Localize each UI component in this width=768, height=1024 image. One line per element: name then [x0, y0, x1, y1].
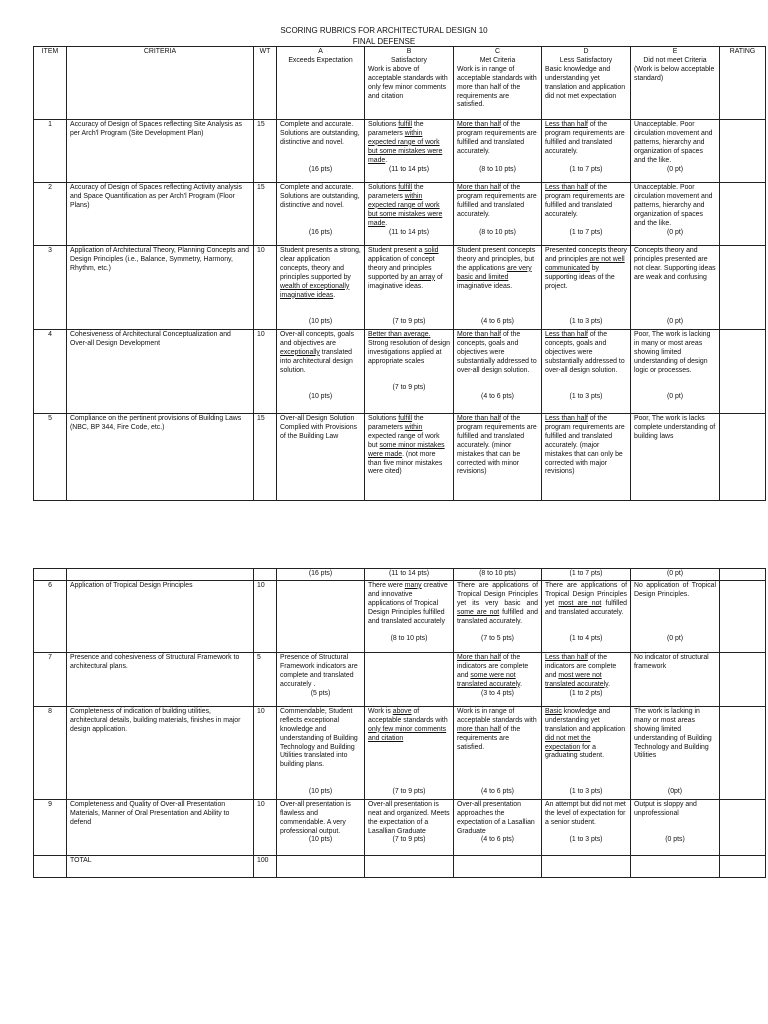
score-e-cell	[631, 246, 720, 330]
rating-cell[interactable]	[720, 706, 766, 799]
score-c-points: (4 to 6 pts)	[481, 787, 514, 795]
score-a-text: Over-all concepts, goals and objectives are exceptionally translated into architectural design solution.	[280, 331, 354, 374]
weight-cell: 15	[254, 183, 277, 246]
header-a-label: Exceeds Expectation	[288, 56, 353, 64]
table-row	[34, 330, 766, 414]
score-c-cell: More than half of the program requirements are fulfilled and translated accurately. (minor mistakes that can be corrected with minor revisions)	[454, 414, 542, 501]
score-d-cell	[542, 183, 631, 246]
weight-cell: 10	[254, 706, 277, 799]
score-a-points: (16 pts)	[308, 166, 333, 173]
score-a-points: (10 pts)	[308, 318, 333, 325]
table-row	[34, 799, 766, 855]
item-number: 6	[34, 580, 67, 652]
score-e-text: No application of Tropical Design Principles.	[634, 581, 716, 598]
rating-cell[interactable]	[720, 414, 766, 501]
score-c-cell	[454, 706, 542, 799]
table-row	[34, 652, 766, 706]
header-e-letter: E	[672, 48, 678, 55]
score-c-text: There are applications of Tropical Design Principles yet its very basic and some are not fulfilled and translated accurately.	[457, 581, 538, 625]
header-e-label: Did not meet Criteria	[643, 56, 707, 64]
score-d-cell	[542, 799, 631, 855]
total-weight: 100	[254, 855, 277, 877]
score-d-cell	[542, 652, 631, 706]
score-e-text: Unacceptable. Poor circulation movement and patterns, hierarchy and organization of spaces and the like.	[634, 121, 713, 164]
score-b-points: (11 to 14 pts)	[388, 166, 430, 173]
score-d-cell	[542, 120, 631, 183]
weight-cell: 10	[254, 799, 277, 855]
score-e-points: (0 pt)	[666, 166, 684, 173]
score-d-points: (1 to 7 pts)	[569, 229, 603, 236]
score-c-cell	[454, 183, 542, 246]
header-c-label: Met Criteria	[479, 56, 516, 64]
document-title: SCORING RUBRICS FOR ARCHITECTURAL DESIGN 10	[280, 26, 488, 35]
score-a-cell	[277, 246, 365, 330]
score-e-text: Output is sloppy and unprofessional	[634, 800, 697, 817]
score-e-text: Unacceptable. Poor circulation movement and patterns, hierarchy and organization of spaces and the like.	[634, 184, 713, 227]
score-c-points: (3 to 4 pts)	[481, 689, 514, 697]
score-b-points: (8 to 10 pts)	[390, 634, 428, 642]
score-a-cell	[277, 652, 365, 706]
item-number: 5	[34, 414, 67, 501]
score-d-cell	[542, 246, 631, 330]
rating-cell[interactable]	[720, 330, 766, 414]
weight-cell: 10	[254, 580, 277, 652]
total-label: TOTAL	[67, 855, 254, 877]
header-a-letter: A	[318, 48, 323, 55]
carryover-points-row	[34, 569, 766, 581]
score-c-points: (8 to 10 pts)	[479, 229, 516, 236]
score-b-cell: Solutions fulfill the parameters within expected range of work but some minor mistakes were made. (not more than five minor mistakes were cited)	[365, 414, 454, 501]
score-e-points: (0 pts)	[665, 835, 685, 843]
score-e-points: (0 pt)	[631, 569, 720, 581]
score-c-points: (4 to 6 pts)	[481, 835, 514, 843]
rating-cell[interactable]	[720, 652, 766, 706]
score-d-cell	[542, 706, 631, 799]
score-d-points: (1 to 3 pts)	[569, 393, 603, 400]
score-c-cell	[454, 799, 542, 855]
score-e-text: Poor, The work is lacking in many or most areas showing limited understanding of design logic or processes.	[634, 331, 711, 374]
table-row	[34, 246, 766, 330]
score-a-cell: Over-all Design Solution Complied with Provisions of the Building Law	[277, 414, 365, 501]
score-a-points: (10 pts)	[308, 835, 333, 843]
score-b-cell	[365, 652, 454, 706]
score-b-cell	[365, 706, 454, 799]
score-e-cell: No indicator of structural framework	[631, 652, 720, 706]
item-number: 1	[34, 120, 67, 183]
criteria-cell: Application of Architectural Theory, Planning Concepts and Design Principles (i.e., Balance, Symmetry, Harmony, Rhythm, etc.)	[67, 246, 254, 330]
header-d-letter: D	[583, 48, 589, 55]
score-c-points: (4 to 6 pts)	[481, 318, 514, 325]
table-row	[34, 120, 766, 183]
score-c-cell	[454, 330, 542, 414]
header-d-label: Less Satisfactory	[559, 56, 613, 64]
header-row	[34, 47, 766, 120]
score-c-points: (7 to 5 pts)	[481, 634, 514, 642]
header-c	[454, 47, 542, 120]
score-d-points: (1 to 3 pts)	[569, 787, 603, 795]
score-b-text: Solutions fulfill the parameters within expected range of work but some mistakes were made.	[368, 184, 443, 227]
score-a-text: Presence of Structural Framework indicators are complete and translated accurately .	[280, 653, 358, 688]
rating-cell[interactable]	[720, 799, 766, 855]
score-c-text: More than half of the indicators are complete and some were not translated accurately.	[457, 653, 529, 688]
weight-cell: 10	[254, 330, 277, 414]
score-d-text: Less than half of the indicators are complete and most were not translated accurately.	[545, 653, 617, 688]
criteria-cell: Application of Tropical Design Principles	[67, 580, 254, 652]
score-c-cell	[454, 580, 542, 652]
score-e-cell	[631, 183, 720, 246]
score-a-cell	[277, 330, 365, 414]
score-e-cell	[631, 330, 720, 414]
score-a-points: (16 pts)	[308, 229, 333, 236]
score-a-points: (16 pts)	[277, 569, 365, 581]
header-e-desc: (Work is below acceptable standard)	[634, 65, 715, 82]
score-d-points: (1 to 2 pts)	[569, 689, 603, 697]
header-b-letter: B	[406, 48, 412, 55]
score-a-cell	[277, 183, 365, 246]
score-d-points: (1 to 3 pts)	[569, 835, 603, 843]
rating-cell[interactable]	[720, 183, 766, 246]
score-a-cell	[277, 580, 365, 652]
total-rating-cell[interactable]	[720, 855, 766, 877]
score-b-points: (11 to 14 pts)	[388, 229, 430, 236]
weight-cell: 15	[254, 414, 277, 501]
score-d-points: (1 to 4 pts)	[569, 634, 603, 642]
score-d-text: An attempt but did not met the level of expectation for a senior student.	[545, 800, 626, 826]
score-e-cell	[631, 706, 720, 799]
score-d-cell	[542, 580, 631, 652]
table-row	[34, 706, 766, 799]
item-number: 4	[34, 330, 67, 414]
score-a-points: (5 pts)	[310, 689, 331, 697]
score-e-cell: Poor, The work is lacks complete understanding of building laws	[631, 414, 720, 501]
score-e-cell	[631, 120, 720, 183]
score-e-points: (0 pt)	[666, 318, 684, 325]
rating-cell[interactable]	[720, 569, 766, 581]
total-row	[34, 855, 766, 877]
score-b-cell	[365, 246, 454, 330]
table-row	[34, 183, 766, 246]
weight-cell: 5	[254, 652, 277, 706]
score-a-cell	[277, 706, 365, 799]
score-b-points: (11 to 14 pts)	[365, 569, 454, 581]
score-d-points: (1 to 7 pts)	[569, 166, 603, 173]
score-d-text: Less than half of the concepts, goals and objectives were substantially addressed to over-all design solution.	[545, 331, 625, 374]
score-d-text: Basic knowledge and understanding yet translation and application did not met the expectation for a graduating student.	[545, 707, 626, 760]
criteria-cell: Presence and cohesiveness of Structural Framework to architectural plans.	[67, 652, 254, 706]
score-e-text: The work is lacking in many or most areas showing limited understanding of Building Technology and Building Utilities	[634, 707, 712, 760]
score-c-points: (8 to 10 pts)	[479, 166, 516, 173]
score-b-text: Student present a solid application of concept theory and principles supported by an array of imaginative ideas.	[368, 247, 443, 290]
header-b-label: Satisfactory	[391, 56, 427, 64]
score-d-text: There are applications of Tropical Design Principles yet most are not fulfilled and translated accurately.	[545, 581, 627, 616]
score-c-points: (4 to 6 pts)	[481, 393, 514, 400]
score-b-points: (7 to 9 pts)	[392, 318, 426, 325]
criteria-cell: Completeness and Quality of Over-all Presentation Materials, Manner of Oral Presentation and Ability to defend	[67, 799, 254, 855]
criteria-cell: Completeness of indication of building utilities, architectural details, building materials, finishes in major design application.	[67, 706, 254, 799]
score-b-cell	[365, 183, 454, 246]
score-c-cell	[454, 120, 542, 183]
score-a-text: Complete and accurate. Solutions are outstanding, distinctive and novel.	[280, 184, 360, 209]
item-number: 7	[34, 652, 67, 706]
score-d-points: (1 to 7 pts)	[542, 569, 631, 581]
score-c-cell	[454, 246, 542, 330]
score-a-text: Student presents a strong, clear application concepts, theory and principles supported by wealth of exceptionally imaginative ideas.	[280, 247, 361, 299]
score-c-text: Work is in range of acceptable standards with more than half of the requirements are satisfied.	[457, 707, 537, 751]
score-a-text: Over-all presentation is flawless and commendable. A very professional output.	[280, 800, 351, 835]
score-b-text: Solutions fulfill the parameters within expected range of work but some mistakes were made.	[368, 121, 443, 164]
score-c-text: More than half of the program requirements are fulfilled and translated accurately.	[457, 184, 537, 218]
score-a-cell	[277, 799, 365, 855]
score-b-points: (7 to 9 pts)	[392, 384, 426, 391]
score-a-cell	[277, 120, 365, 183]
weight-cell: 15	[254, 120, 277, 183]
header-item: ITEM	[34, 47, 67, 120]
item-number: 3	[34, 246, 67, 330]
header-b	[365, 47, 454, 120]
criteria-cell: Compliance on the pertinent provisions of Building Laws (NBC, BP 344, Fire Code, etc.)	[67, 414, 254, 501]
header-d-desc: Basic knowledge and understanding yet translation and application did not met expectation	[545, 65, 626, 100]
score-b-cell	[365, 120, 454, 183]
item-number: 2	[34, 183, 67, 246]
score-e-points: (0 pt)	[666, 229, 684, 236]
item-number: 9	[34, 799, 67, 855]
rubric-table-page1	[33, 46, 766, 501]
score-c-text: Over-all presentation approaches the expectation of a Lasallian Graduate	[457, 800, 535, 835]
score-b-text: There were many creative and innovative applications of Tropical Design Principles fulfilled and translated accurately	[368, 581, 448, 625]
rating-cell[interactable]	[720, 120, 766, 183]
score-e-text: Concepts theory and principles presented are not clear. Supporting ideas are weak and confusing	[634, 247, 716, 281]
header-rating: RATING	[720, 47, 766, 120]
score-d-text: Less than half of the program requirements are fulfilled and translated accurately.	[545, 121, 625, 155]
score-c-cell	[454, 652, 542, 706]
score-b-cell	[365, 330, 454, 414]
score-a-points: (10 pts)	[308, 787, 333, 795]
score-b-cell	[365, 580, 454, 652]
header-d	[542, 47, 631, 120]
score-d-points: (1 to 3 pts)	[569, 318, 603, 325]
score-a-text: Complete and accurate. Solutions are outstanding, distinctive and novel.	[280, 121, 360, 146]
score-b-text: Over-all presentation is neat and organized. Meets the expectation of a Lasallian Graduate	[368, 800, 450, 835]
score-d-cell: Less than half of the program requirements are fulfilled and translated accurately. (major mistakes that can only be corrected with major revisions)	[542, 414, 631, 501]
score-e-points: (0 pt)	[666, 634, 684, 642]
header-c-letter: C	[495, 48, 500, 55]
document-subtitle: FINAL DEFENSE	[352, 37, 416, 46]
score-e-cell	[631, 799, 720, 855]
score-d-text: Presented concepts theory and principles are not well communicated by supporting ideas of the project.	[545, 247, 627, 290]
criteria-cell: Cohesiveness of Architectural Conceptualization and Over-all Design Development	[67, 330, 254, 414]
score-c-text: Student present concepts theory and principles, but the applications are very basic and limited imaginative ideas.	[457, 247, 536, 290]
score-e-points: (0pt)	[667, 787, 683, 795]
header-a	[277, 47, 365, 120]
table-row	[34, 580, 766, 652]
score-c-text: More than half of the concepts, goals and objectives were substantially addressed to over-all design solution.	[457, 331, 537, 374]
header-c-desc: Work is in range of acceptable standards with more than half of the requirements are satisfied.	[457, 65, 537, 109]
score-b-text: Work is above of acceptable standards with only few minor comments and citation	[368, 707, 448, 742]
rating-cell[interactable]	[720, 246, 766, 330]
header-wt: WT	[254, 47, 277, 120]
score-d-cell	[542, 330, 631, 414]
header-criteria: CRITERIA	[67, 47, 254, 120]
score-b-points: (7 to 9 pts)	[392, 787, 426, 795]
score-d-text: Less than half of the program requirements are fulfilled and translated accurately.	[545, 184, 625, 218]
score-e-cell	[631, 580, 720, 652]
score-a-points: (10 pts)	[308, 393, 333, 400]
header-e	[631, 47, 720, 120]
score-a-text: Commendable, Student reflects exceptional knowledge and understanding of Building Technology and Building Utilities translated into building plans.	[280, 707, 358, 769]
score-c-text: More than half of the program requirements are fulfilled and translated accurately.	[457, 121, 537, 155]
score-b-cell	[365, 799, 454, 855]
rubric-table-page2	[33, 568, 766, 878]
score-b-points: (7 to 9 pts)	[392, 835, 426, 843]
header-b-desc: Work is above of acceptable standards with only few minor comments and citation	[368, 65, 448, 100]
criteria-cell: Accuracy of Design of Spaces reflecting Activity analysis and Space Quantification as per Arch'l Program (Floor Plans)	[67, 183, 254, 246]
weight-cell: 10	[254, 246, 277, 330]
table-row	[34, 414, 766, 501]
rating-cell[interactable]	[720, 580, 766, 652]
criteria-cell: Accuracy of Design of Spaces reflecting Site Analysis as per Arch'l Program (Site Development Plan)	[67, 120, 254, 183]
score-c-points: (8 to 10 pts)	[454, 569, 542, 581]
item-number: 8	[34, 706, 67, 799]
score-e-points: (0 pt)	[666, 393, 684, 400]
score-b-text: Better than average. Strong resolution of design investigations applied at appropriate scales	[368, 331, 450, 365]
